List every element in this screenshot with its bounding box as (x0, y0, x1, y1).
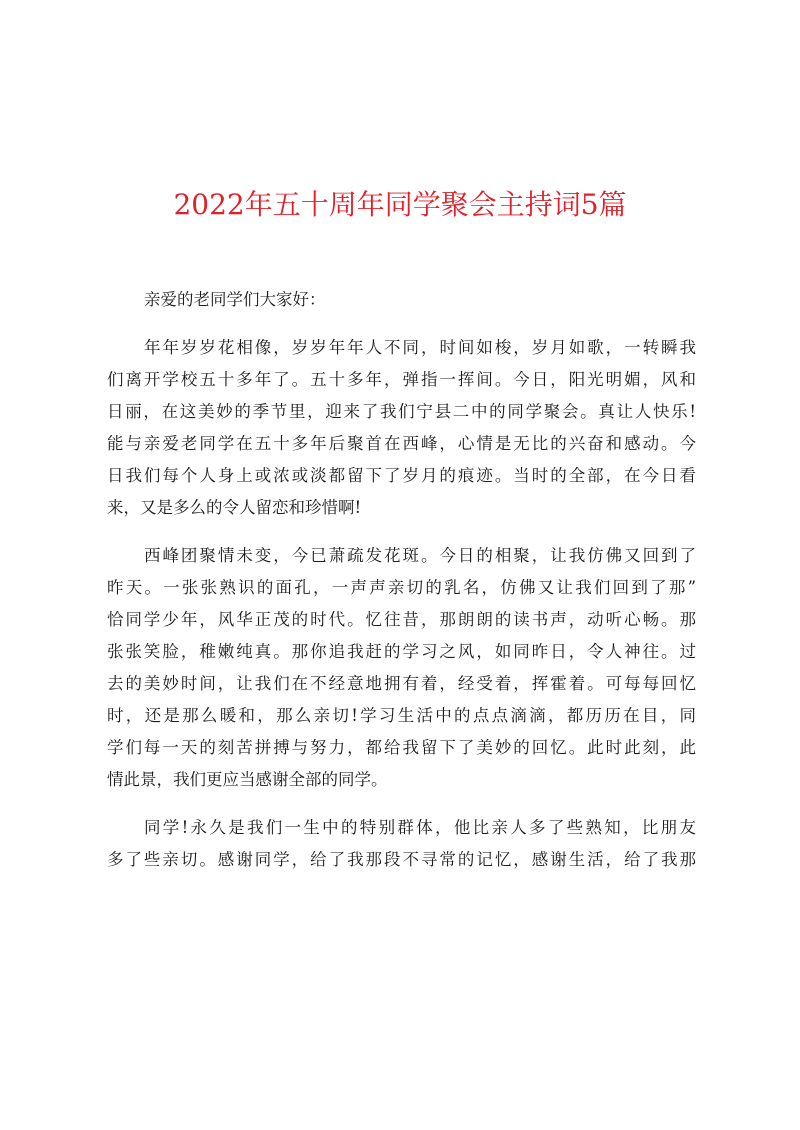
paragraph-line: 情此景，我们更应当感谢全部的同学。 (107, 770, 388, 789)
paragraph-line: 去的美妙时间，让我们在不经意地拥有着，经受着，挥霍着。可每每回忆 (107, 674, 696, 693)
paragraph-line: 昨天。一张张熟识的面孔，一声声亲切的乳名，仿佛又让我们回到了那” (107, 578, 696, 597)
paragraph-line: 来，又是多么的令人留恋和珍惜啊! (107, 498, 362, 517)
paragraph-line: 学们每一天的刻苦拼搏与努力，都给我留下了美妙的回忆。此时此刻，此 (107, 738, 696, 757)
paragraph-line: 同学!永久是我们一生中的特别群体，他比亲人多了些熟知，比朋友 (144, 818, 696, 837)
paragraph-line: 们离开学校五十多年了。五十多年，弹指一挥间。今日，阳光明媚，风和 (107, 370, 696, 389)
paragraph-2 (107, 540, 696, 796)
paragraph-line: 时，还是那么暖和，那么亲切!学习生活中的点点滴滴，都历历在目，同 (107, 706, 696, 725)
document-title: 2022年五十周年同学聚会主持词5篇 (173, 187, 627, 221)
paragraph-line: 张张笑脸，稚嫩纯真。那你追我赶的学习之风，如同昨日，令人神往。过 (107, 642, 696, 661)
paragraph-line: 年年岁岁花相像，岁岁年年人不同，时间如梭，岁月如歌，一转瞬我 (144, 338, 696, 357)
paragraph-1 (107, 332, 696, 524)
salutation: 亲爱的老同学们大家好： (144, 290, 326, 309)
document-body (107, 284, 696, 892)
paragraph-line: 西峰团聚情未变，今已萧疏发花斑。今日的相聚，让我仿佛又回到了 (144, 546, 696, 565)
paragraph-line: 能与亲爱老同学在五十多年后聚首在西峰，心情是无比的兴奋和感动。今 (107, 434, 696, 453)
paragraph-line: 日我们每个人身上或浓或淡都留下了岁月的痕迹。当时的全部，在今日看 (107, 466, 696, 485)
paragraph-line: 日丽，在这美妙的季节里，迎来了我们宁县二中的同学聚会。真让人快乐! (107, 402, 696, 421)
paragraph-3 (107, 812, 696, 876)
paragraph-line: 恰同学少年，风华正茂的时代。忆往昔，那朗朗的读书声，动听心畅。那 (107, 610, 696, 629)
paragraph-line: 多了些亲切。感谢同学，给了我那段不寻常的记忆，感谢生活，给了我那 (107, 850, 696, 869)
